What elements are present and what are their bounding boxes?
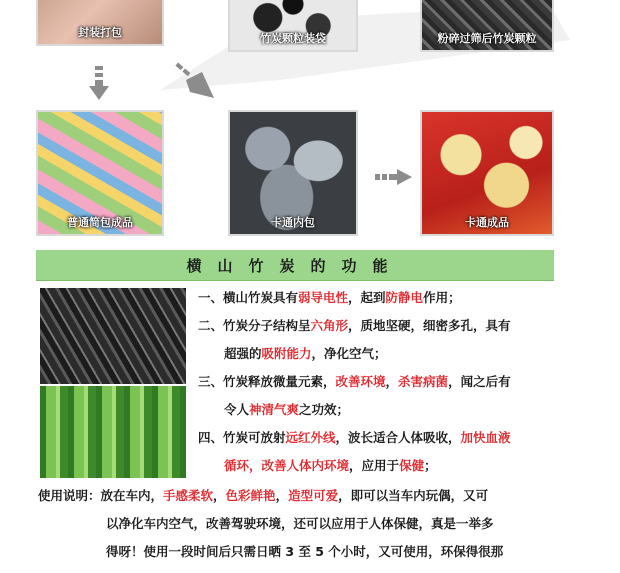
photo-cartoon-inner-bag — [228, 110, 358, 236]
photo-cartoon-product — [420, 110, 554, 236]
function-line-2: 二、竹炭分子结构呈六角形，质地坚硬，细密多孔，具有 — [198, 318, 511, 333]
usage-line-1: 使用说明：放在车内，手感柔软，色彩鲜艳，造型可爱，即可以当车内玩偶，又可 — [38, 488, 489, 503]
function-line-7: 循环，改善人体内环境，应用于保健； — [224, 458, 437, 473]
photo-caption: 卡通内包 — [271, 216, 315, 229]
photo-caption: 封装打包 — [78, 26, 122, 39]
functions-banner — [36, 250, 554, 281]
photo-granules-bagging — [228, 0, 358, 52]
function-line-1: 一、横山竹炭具有弱导电性，起到防静电作用； — [198, 290, 461, 305]
photo-crushed-granules — [420, 0, 554, 52]
photo-simple-package-product — [36, 110, 164, 236]
photo-caption: 普通简包成品 — [67, 216, 133, 229]
functions-title: 横山竹炭的功能 — [186, 257, 404, 275]
photo-caption: 竹炭颗粒装袋 — [260, 32, 326, 45]
function-line-6: 四、竹炭可放射远红外线，波长适合人体吸收，加快血液 — [198, 430, 511, 445]
arrow-down-icon — [88, 64, 110, 102]
photo-caption: 卡通成品 — [465, 216, 509, 229]
usage-line-2: 以净化车内空气，改善驾驶环境，还可以应用于人体保健，真是一举多 — [106, 516, 494, 531]
arrow-diagonal-icon — [172, 58, 218, 102]
photo-caption: 粉碎过筛后竹炭颗粒 — [437, 32, 537, 45]
photo-package-packing — [36, 0, 164, 46]
photo-charcoal-pieces — [40, 288, 186, 384]
function-line-3: 超强的吸附能力，净化空气； — [224, 346, 387, 361]
arrow-right-icon — [374, 168, 414, 186]
function-line-4: 三、竹炭释放微量元素，改善环境，杀害病菌，闻之后有 — [198, 374, 511, 389]
function-line-5: 令人神清气爽之功效； — [224, 402, 350, 417]
usage-line-3: 得呀！使用一段时间后只需日晒 3 至 5 个小时，又可使用，环保得很那 — [106, 544, 504, 559]
photo-bamboo-forest — [40, 386, 186, 478]
